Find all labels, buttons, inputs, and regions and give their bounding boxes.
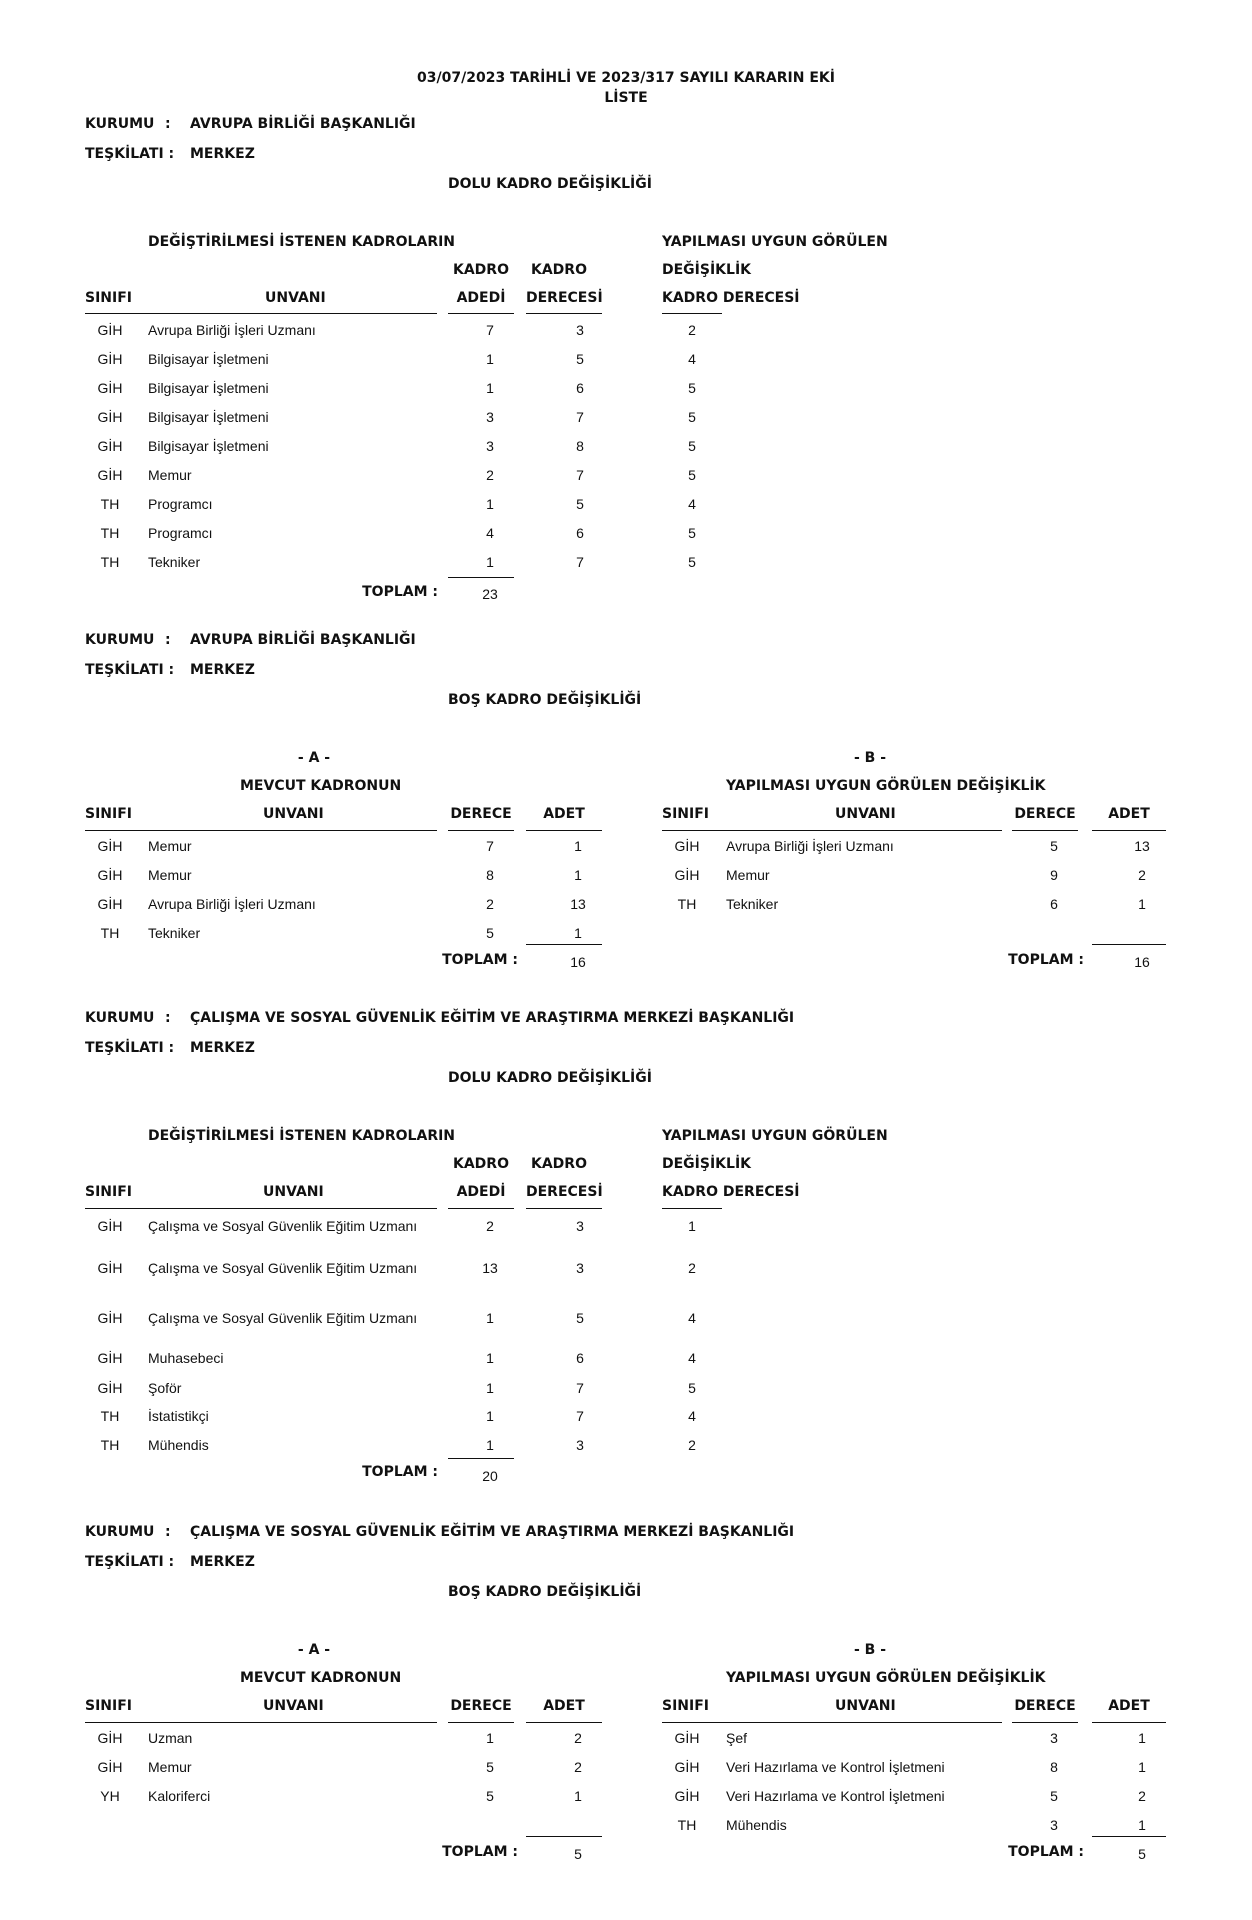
cell-adet: 1 — [486, 1437, 494, 1453]
cell-yeni-derece: 5 — [688, 1380, 696, 1396]
group-b-label: - B - — [853, 750, 887, 766]
col-adet-b: ADET — [1108, 806, 1150, 822]
group-b-label: - B - — [853, 1642, 887, 1658]
kurum-name: AVRUPA BİRLİĞİ BAŞKANLIĞI — [190, 116, 416, 132]
col-adet: ADET — [543, 806, 585, 822]
cell-sinif: GİH — [97, 1730, 123, 1746]
cell-derece: 5 — [1050, 838, 1058, 854]
col-sinifi: SINIFI — [85, 290, 132, 306]
cell-adet: 1 — [574, 925, 582, 941]
cell-adet: 2 — [574, 1759, 582, 1775]
cell-unvan: Avrupa Birliği İşleri Uzmanı — [726, 838, 894, 854]
cell-derece: 5 — [576, 1310, 584, 1326]
cell-unvan: Memur — [148, 867, 192, 883]
cell-sinif: GİH — [674, 1730, 700, 1746]
kurum-name: AVRUPA BİRLİĞİ BAŞKANLIĞI — [190, 632, 416, 648]
col-derece: DERECE — [450, 806, 512, 822]
cell-sinif: GİH — [674, 1759, 700, 1775]
kurumu-label: KURUMU — [85, 1524, 155, 1540]
cell-unvan: Avrupa Birliği İşleri Uzmanı — [148, 896, 316, 912]
teskilati-label: TEŞKİLATI : — [85, 1040, 175, 1056]
cell-derece: 5 — [486, 1788, 494, 1804]
kurum-name: ÇALIŞMA VE SOSYAL GÜVENLİK EĞİTİM VE ARAŞTIRMA MERKEZİ BAŞKANLIĞI — [190, 1524, 795, 1540]
cell-unvan: Memur — [726, 867, 770, 883]
cell-sinif: TH — [100, 1408, 120, 1424]
toplam-value: 23 — [482, 586, 498, 602]
doc-title: 03/07/2023 TARİHLİ VE 2023/317 SAYILI KARARIN EKİ — [417, 70, 835, 86]
col-kadro-2: KADRO — [531, 262, 587, 278]
cell-derece: 1 — [486, 1730, 494, 1746]
cell-sinif: TH — [677, 896, 697, 912]
cell-yeni-derece: 5 — [688, 380, 696, 396]
group-header-right-2: DEĞİŞİKLİK — [662, 1156, 752, 1172]
cell-unvan: Avrupa Birliği İşleri Uzmanı — [148, 322, 316, 338]
cell-adet: 13 — [570, 896, 586, 912]
toplam-label-a: TOPLAM : — [442, 952, 518, 968]
cell-unvan: Çalışma ve Sosyal Güvenlik Eğitim Uzmanı — [148, 1218, 418, 1234]
cell-adet: 1 — [486, 1310, 494, 1326]
cell-unvan: Çalışma ve Sosyal Güvenlik Eğitim Uzmanı — [148, 1310, 418, 1326]
cell-unvan: Memur — [148, 1759, 192, 1775]
cell-sinif: GİH — [97, 438, 123, 454]
cell-sinif: GİH — [97, 1310, 123, 1326]
cell-unvan: Tekniker — [726, 896, 779, 912]
cell-adet: 1 — [574, 1788, 582, 1804]
cell-sinif: TH — [100, 525, 120, 541]
toplam-value-b: 5 — [1138, 1846, 1146, 1862]
cell-sinif: GİH — [97, 467, 123, 483]
cell-adet: 3 — [486, 438, 494, 454]
cell-adet: 1 — [574, 838, 582, 854]
cell-derece: 5 — [486, 925, 494, 941]
cell-derece: 7 — [576, 409, 584, 425]
cell-adet: 1 — [486, 554, 494, 570]
cell-yeni-derece: 1 — [688, 1218, 696, 1234]
kurumu-label: KURUMU — [85, 1010, 155, 1026]
cell-sinif: GİH — [97, 1350, 123, 1366]
cell-adet: 1 — [574, 867, 582, 883]
cell-sinif: GİH — [97, 351, 123, 367]
group-a-title: MEVCUT KADRONUN — [240, 1670, 402, 1686]
col-unvani-b: UNVANI — [835, 806, 896, 822]
group-header-left: DEĞİŞTİRİLMESİ İSTENEN KADROLARIN — [148, 1128, 456, 1144]
cell-unvan: Şoför — [148, 1380, 182, 1396]
cell-derece: 3 — [1050, 1817, 1058, 1833]
col-kadro-derecesi: KADRO DERECESİ — [662, 290, 800, 306]
cell-sinif: TH — [100, 1437, 120, 1453]
cell-unvan: Bilgisayar İşletmeni — [148, 409, 269, 425]
cell-sinif: GİH — [97, 322, 123, 338]
cell-unvan: Memur — [148, 838, 192, 854]
cell-derece: 8 — [1050, 1759, 1058, 1775]
cell-derece: 7 — [576, 554, 584, 570]
cell-derece: 9 — [1050, 867, 1058, 883]
cell-adet: 1 — [486, 1408, 494, 1424]
toplam-label-b: TOPLAM : — [1008, 952, 1084, 968]
cell-adet: 2 — [1138, 1788, 1146, 1804]
cell-derece: 6 — [576, 1350, 584, 1366]
cell-derece: 7 — [486, 838, 494, 854]
cell-derece: 6 — [1050, 896, 1058, 912]
cell-yeni-derece: 2 — [688, 1437, 696, 1453]
kurumu-label: KURUMU — [85, 632, 155, 648]
cell-adet: 1 — [486, 380, 494, 396]
col-sinifi: SINIFI — [85, 1698, 132, 1714]
group-a-label: - A - — [297, 1642, 331, 1658]
cell-derece: 3 — [1050, 1730, 1058, 1746]
col-derecesi: DERECESİ — [526, 1184, 603, 1200]
col-derece-b: DERECE — [1014, 1698, 1076, 1714]
group-b-title: YAPILMASI UYGUN GÖRÜLEN DEĞİŞİKLİK — [726, 1670, 1046, 1686]
col-unvani: UNVANI — [263, 1184, 324, 1200]
cell-yeni-derece: 4 — [688, 1350, 696, 1366]
col-adet-b: ADET — [1108, 1698, 1150, 1714]
cell-unvan: Bilgisayar İşletmeni — [148, 351, 269, 367]
cell-yeni-derece: 5 — [688, 525, 696, 541]
cell-adet: 1 — [486, 496, 494, 512]
toplam-label: TOPLAM : — [362, 1464, 438, 1480]
cell-unvan: İstatistikçi — [148, 1408, 209, 1424]
section-title: DOLU KADRO DEĞİŞİKLİĞİ — [448, 176, 652, 192]
kurum-name: ÇALIŞMA VE SOSYAL GÜVENLİK EĞİTİM VE ARAŞTIRMA MERKEZİ BAŞKANLIĞI — [190, 1010, 795, 1026]
cell-adet: 2 — [1138, 867, 1146, 883]
col-unvani: UNVANI — [263, 1698, 324, 1714]
teskilat-name: MERKEZ — [190, 1554, 255, 1570]
cell-unvan: Şef — [726, 1730, 748, 1746]
toplam-value: 20 — [482, 1468, 498, 1484]
cell-adet: 13 — [482, 1260, 498, 1276]
toplam-label: TOPLAM : — [362, 584, 438, 600]
cell-sinif: GİH — [674, 1788, 700, 1804]
cell-yeni-derece: 2 — [688, 322, 696, 338]
colon: : — [165, 1524, 171, 1540]
cell-derece: 3 — [576, 322, 584, 338]
teskilati-label: TEŞKİLATI : — [85, 146, 175, 162]
cell-sinif: TH — [100, 496, 120, 512]
group-header-left: DEĞİŞTİRİLMESİ İSTENEN KADROLARIN — [148, 234, 456, 250]
cell-yeni-derece: 5 — [688, 554, 696, 570]
section-title: BOŞ KADRO DEĞİŞİKLİĞİ — [448, 1584, 642, 1600]
cell-derece: 8 — [486, 867, 494, 883]
cell-adet: 7 — [486, 322, 494, 338]
cell-derece: 3 — [576, 1218, 584, 1234]
toplam-value-a: 16 — [570, 954, 586, 970]
cell-unvan: Tekniker — [148, 925, 201, 941]
col-sinifi: SINIFI — [85, 806, 132, 822]
cell-unvan: Bilgisayar İşletmeni — [148, 380, 269, 396]
cell-adet: 13 — [1134, 838, 1150, 854]
cell-yeni-derece: 4 — [688, 496, 696, 512]
cell-derece: 7 — [576, 1408, 584, 1424]
col-kadro: KADRO — [453, 1156, 509, 1172]
kurumu-label: KURUMU — [85, 116, 155, 132]
cell-adet: 1 — [1138, 1730, 1146, 1746]
cell-unvan: Veri Hazırlama ve Kontrol İşletmeni — [726, 1788, 945, 1804]
cell-adet: 1 — [1138, 896, 1146, 912]
cell-derece: 7 — [576, 1380, 584, 1396]
cell-yeni-derece: 4 — [688, 1310, 696, 1326]
cell-adet: 4 — [486, 525, 494, 541]
cell-sinif: GİH — [674, 838, 700, 854]
cell-derece: 6 — [576, 525, 584, 541]
cell-unvan: Tekniker — [148, 554, 201, 570]
cell-sinif: GİH — [97, 380, 123, 396]
section-title: BOŞ KADRO DEĞİŞİKLİĞİ — [448, 692, 642, 708]
section-title: DOLU KADRO DEĞİŞİKLİĞİ — [448, 1070, 652, 1086]
colon: : — [165, 632, 171, 648]
cell-sinif: GİH — [97, 1380, 123, 1396]
group-header-right: YAPILMASI UYGUN GÖRÜLEN — [662, 234, 888, 250]
col-adedi: ADEDİ — [456, 1184, 506, 1200]
cell-unvan: Çalışma ve Sosyal Güvenlik Eğitim Uzmanı — [148, 1260, 418, 1276]
col-kadro: KADRO — [453, 262, 509, 278]
group-header-right: YAPILMASI UYGUN GÖRÜLEN — [662, 1128, 888, 1144]
col-unvani-b: UNVANI — [835, 1698, 896, 1714]
cell-derece: 7 — [576, 467, 584, 483]
cell-sinif: YH — [100, 1788, 120, 1804]
cell-adet: 2 — [486, 1218, 494, 1234]
cell-yeni-derece: 4 — [688, 1408, 696, 1424]
cell-sinif: GİH — [97, 896, 123, 912]
cell-adet: 3 — [486, 409, 494, 425]
cell-unvan: Muhasebeci — [148, 1350, 224, 1366]
cell-unvan: Kaloriferci — [148, 1788, 211, 1804]
col-derece-b: DERECE — [1014, 806, 1076, 822]
cell-sinif: GİH — [97, 838, 123, 854]
col-sinifi-b: SINIFI — [662, 1698, 709, 1714]
group-a-label: - A - — [297, 750, 331, 766]
cell-sinif: TH — [100, 925, 120, 941]
col-derece: DERECE — [450, 1698, 512, 1714]
cell-unvan: Programcı — [148, 525, 213, 541]
cell-sinif: TH — [677, 1817, 697, 1833]
cell-sinif: GİH — [97, 867, 123, 883]
doc-subtitle: LİSTE — [604, 90, 648, 106]
cell-derece: 5 — [576, 496, 584, 512]
cell-unvan: Memur — [148, 467, 192, 483]
cell-unvan: Veri Hazırlama ve Kontrol İşletmeni — [726, 1759, 945, 1775]
col-adet: ADET — [543, 1698, 585, 1714]
cell-adet: 1 — [1138, 1759, 1146, 1775]
col-unvani: UNVANI — [265, 290, 326, 306]
toplam-label-a: TOPLAM : — [442, 1844, 518, 1860]
colon: : — [165, 116, 171, 132]
cell-derece: 8 — [576, 438, 584, 454]
cell-yeni-derece: 4 — [688, 351, 696, 367]
cell-unvan: Mühendis — [148, 1437, 209, 1453]
cell-derece: 5 — [1050, 1788, 1058, 1804]
cell-sinif: GİH — [97, 1218, 123, 1234]
toplam-value-b: 16 — [1134, 954, 1150, 970]
cell-yeni-derece: 5 — [688, 438, 696, 454]
cell-sinif: GİH — [674, 867, 700, 883]
colon: : — [165, 1010, 171, 1026]
cell-unvan: Uzman — [148, 1730, 193, 1746]
col-derecesi: DERECESİ — [526, 290, 603, 306]
col-sinifi-b: SINIFI — [662, 806, 709, 822]
cell-derece: 3 — [576, 1437, 584, 1453]
col-unvani: UNVANI — [263, 806, 324, 822]
cell-unvan: Mühendis — [726, 1817, 787, 1833]
group-header-right-2: DEĞİŞİKLİK — [662, 262, 752, 278]
col-adedi: ADEDİ — [456, 290, 506, 306]
cell-yeni-derece: 5 — [688, 409, 696, 425]
cell-yeni-derece: 5 — [688, 467, 696, 483]
toplam-value-a: 5 — [574, 1846, 582, 1862]
cell-derece: 6 — [576, 380, 584, 396]
cell-yeni-derece: 2 — [688, 1260, 696, 1276]
cell-adet: 1 — [486, 1350, 494, 1366]
cell-derece: 5 — [576, 351, 584, 367]
cell-unvan: Bilgisayar İşletmeni — [148, 438, 269, 454]
col-kadro-2: KADRO — [531, 1156, 587, 1172]
cell-sinif: TH — [100, 554, 120, 570]
group-b-title: YAPILMASI UYGUN GÖRÜLEN DEĞİŞİKLİK — [726, 778, 1046, 794]
cell-adet: 1 — [486, 1380, 494, 1396]
teskilati-label: TEŞKİLATI : — [85, 1554, 175, 1570]
col-sinifi: SINIFI — [85, 1184, 132, 1200]
toplam-label-b: TOPLAM : — [1008, 1844, 1084, 1860]
cell-derece: 3 — [576, 1260, 584, 1276]
group-a-title: MEVCUT KADRONUN — [240, 778, 402, 794]
cell-sinif: GİH — [97, 1759, 123, 1775]
cell-adet: 2 — [574, 1730, 582, 1746]
teskilati-label: TEŞKİLATI : — [85, 662, 175, 678]
teskilat-name: MERKEZ — [190, 662, 255, 678]
cell-derece: 5 — [486, 1759, 494, 1775]
cell-adet: 1 — [1138, 1817, 1146, 1833]
cell-adet: 2 — [486, 467, 494, 483]
teskilat-name: MERKEZ — [190, 146, 255, 162]
cell-sinif: GİH — [97, 1260, 123, 1276]
cell-sinif: GİH — [97, 409, 123, 425]
col-kadro-derecesi: KADRO DERECESİ — [662, 1184, 800, 1200]
cell-adet: 1 — [486, 351, 494, 367]
teskilat-name: MERKEZ — [190, 1040, 255, 1056]
cell-derece: 2 — [486, 896, 494, 912]
cell-unvan: Programcı — [148, 496, 213, 512]
